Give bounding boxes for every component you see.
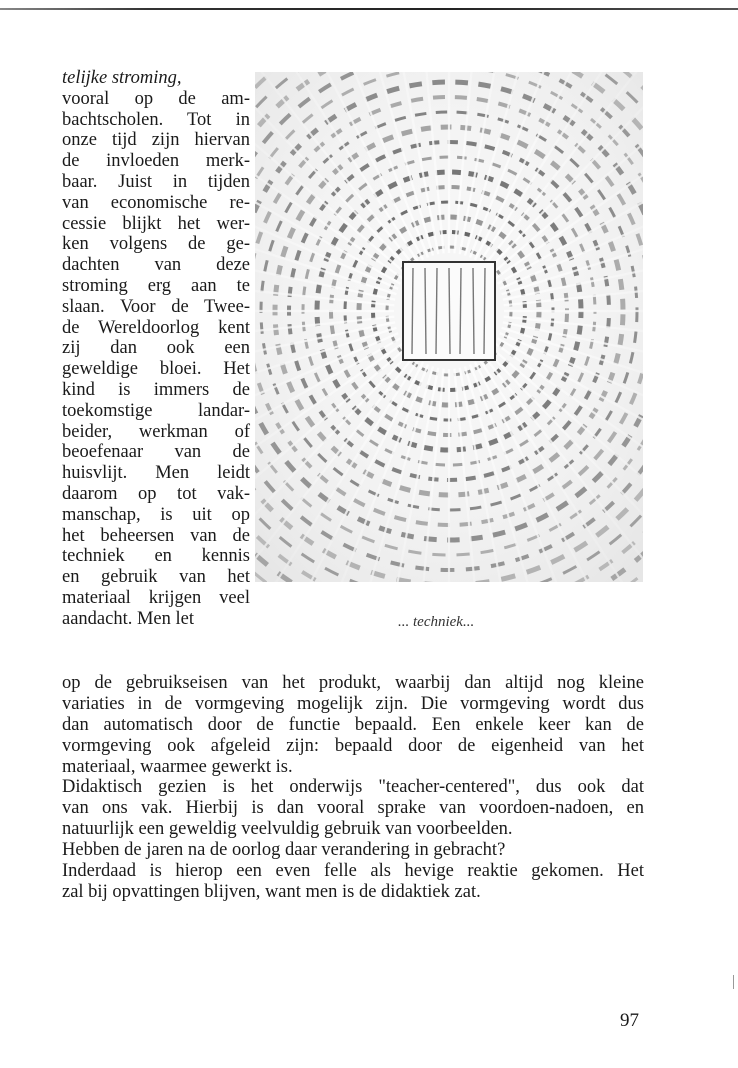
text-line: Didaktisch gezien is het onderwijs "teacher-centered", dus ook dat [62, 777, 644, 798]
text-line: beoefenaar van de [62, 442, 250, 463]
text-line: dachten van deze [62, 255, 250, 276]
text-line: telijke stroming, [62, 68, 182, 88]
base-slat [449, 268, 450, 354]
text-line: materiaal, waarmee gewerkt is. [62, 756, 293, 777]
text-line: aandacht. Men let [62, 608, 195, 629]
text-line: techniek en kennis [62, 546, 250, 567]
text-line: manschap, is uit op [62, 504, 250, 525]
text-line: dan automatisch door de functie bepaald. Een enkele keer kan de [62, 714, 644, 735]
text-line: van economische re- [62, 192, 250, 213]
base-slat [473, 268, 474, 354]
text-line: variaties in de vormgeving mogelijk zijn. Die vormgeving wordt dus [62, 693, 644, 714]
text-line: bachtscholen. Tot in [62, 109, 250, 130]
top-rule [0, 8, 738, 10]
base-slat [436, 268, 437, 354]
photo-caption: ... techniek... [398, 614, 475, 630]
base-slat [484, 268, 485, 354]
text-line: van ons vak. Hierbij is dan vooral sprake van voordoen-nadoen, en [62, 798, 644, 819]
text-line: materiaal krijgen veel [62, 587, 250, 608]
text-line: stroming erg aan te [62, 275, 250, 296]
full-text-column [62, 673, 644, 903]
text-line: slaan. Voor de Twee- [62, 296, 250, 317]
text-line: beider, werkman of [62, 421, 250, 442]
text-line: het beheersen van de [62, 525, 250, 546]
text-line: daarom op tot vak- [62, 483, 250, 504]
text-line: zij dan ook een [62, 338, 250, 359]
text-line: vooral op de am- [62, 88, 250, 109]
text-line: onze tijd zijn hiervan [62, 130, 250, 151]
text-line: op de gebruikseisen van het produkt, waarbij dan altijd nog kleine [62, 673, 644, 693]
text-line: ken volgens de ge- [62, 234, 250, 255]
text-line: cessie blijkt het wer- [62, 213, 250, 234]
basket-weave-image [255, 72, 643, 582]
text-line: Inderdaad is hierop een even felle als hevige reaktie gekomen. Het [62, 861, 644, 882]
page-number: 97 [620, 1010, 639, 1031]
text-line: en gebruik van het [62, 567, 250, 588]
base-slat [425, 268, 426, 354]
basket-weave-photo [255, 72, 643, 582]
text-line: toekomstige landar- [62, 400, 250, 421]
text-line: Hebben de jaren na de oorlog daar verandering in gebracht? [62, 840, 506, 861]
edge-mark [733, 975, 734, 989]
text-line: natuurlijk een geweldig veelvuldig gebruik van voorbeelden. [62, 819, 513, 840]
text-line: vormgeving ook afgeleid zijn: bepaald door de eigenheid van het [62, 735, 644, 756]
text-line: baar. Juist in tijden [62, 171, 250, 192]
base-slat [412, 268, 413, 354]
text-line: zal bij opvattingen blijven, want men is de didaktiek zat. [62, 881, 481, 902]
narrow-text-column [62, 68, 250, 630]
text-line: de Wereldoorlog kent [62, 317, 250, 338]
text-line: geweldige bloei. Het [62, 359, 250, 380]
base-slat [460, 268, 461, 354]
text-line: de invloeden merk- [62, 151, 250, 172]
text-line: huisvlijt. Men leidt [62, 463, 250, 484]
text-line: kind is immers de [62, 379, 250, 400]
